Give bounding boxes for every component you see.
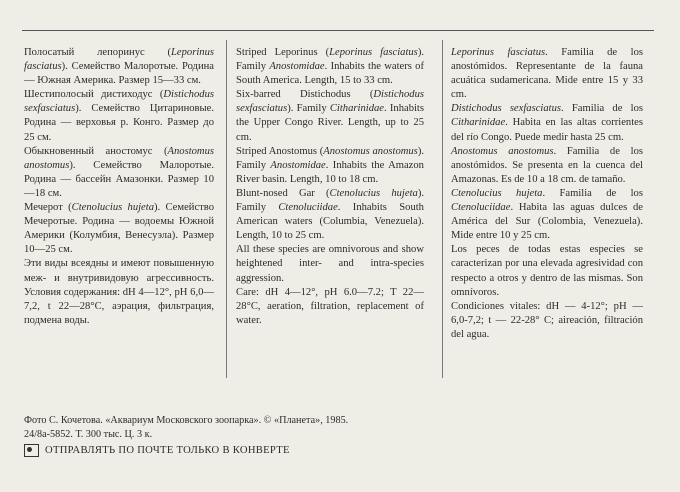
print-info: 24/8а-5852. Т. 300 тыс. Ц. 3 к. xyxy=(24,429,153,440)
en-species-3: Striped Anostomus (Anostomus anostomus). Family Anostomidae. Inhabits the Amazon River basin. Length, 10 to 18 cm. xyxy=(236,145,424,185)
en-species-2: Six-barred Distichodus (Distichodus sexfasciatus). Family Citharinidae. Inhabits the Upper Congo River. Length, up to 25 cm. xyxy=(236,89,424,143)
en-care-notes: Care: dH 4—12°, pH 6.0—7.2; T 22—28°C, aeration, filtration, replacement of water. xyxy=(236,286,424,326)
ru-species-2: Шестиполосый дистиходус (Distichodus sexfasciatus). Семейство Цитариновые. Родина — верховья р. Конго. Размер до 25 см. xyxy=(24,89,214,143)
spanish-column xyxy=(451,46,643,342)
english-column xyxy=(236,46,424,328)
en-species-1: Striped Leporinus (Leporinus fasciatus). Family Anostomidae. Inhabits the waters of South America. Length, 15 to 33 cm. xyxy=(236,47,424,87)
en-species-4: Blunt-nosed Gar (Ctenolucius hujeta). Family Ctenoluciidae. Inhabits South American waters (Columbia, Venezuela). Length, 10 to 25 cm. xyxy=(236,187,424,242)
es-species-3: Anostomus anostomus. Familia de los anostómidos. Se presenta en la cuenca del Amazonas. Es de 10 a 18 cm. de tamaño. xyxy=(451,145,643,185)
ru-care-notes: Эти виды всеядны и имеют повышенную меж- и внутривидовую агрессивность. Условия содержания: dH 4—12°, pH 6,0—7,2, t 22—28°С, аэрация, фильтрация, подмена воды. xyxy=(24,258,214,326)
es-care-notes: Condiciones vitales: dH — 4-12°; pH — 6,0-7,2; t — 22-28° C; aireación, filtración del agua. xyxy=(451,300,643,340)
ru-species-3: Обыкновенный аностомус (Anostomus anostomus). Семейство Малоротые. Родина — бассейн Амазонки. Размер 10—18 см. xyxy=(24,145,214,199)
ru-species-1: Полосатый лепоринус (Leporinus fasciatus). Семейство Малоротые. Родина — Южная Америка. Размер 15—33 см. xyxy=(24,47,214,87)
es-species-4: Ctenolucius hujeta. Familia de los Ctenoluciidae. Habita las aguas dulces de América del Sur (Colombia, Venezuela). Mide entre 10 y 25 cm. xyxy=(451,187,643,242)
russian-column xyxy=(24,46,214,328)
postal-notice xyxy=(24,444,290,457)
es-species-2: Distichodus sexfasciatus. Familia de los Citharinidae. Habita en las altas corrientes del río Congo. Puede medir hasta 25 cm. xyxy=(451,103,643,143)
postal-notice-text: ОТПРАВЛЯТЬ ПО ПОЧТЕ ТОЛЬКО В КОНВЕРТЕ xyxy=(45,445,290,456)
top-rule xyxy=(22,30,654,31)
es-species-1: Leporinus fasciatus. Familia de los anostómidos. Representante de la fauna acuática sudamericana. Mide entre 15 y 33 cm. xyxy=(451,47,643,101)
es-behavior-notes: Los peces de todas estas especies se caracterizan por una elevada agresividad con respecto a otros y dentro de las mismas. Son omnívoros. xyxy=(451,244,643,298)
en-behavior-notes: All these species are omnivorous and show heightened inter- and intra-species aggression. xyxy=(236,244,424,284)
photo-credit: Фото С. Кочетова. «Аквариум Московского зоопарка». © «Планета», 1985. xyxy=(24,415,349,426)
ru-species-4: Мечерот (Ctenolucius hujeta). Семейство Мечеротые. Родина — водоемы Южной Америки (Колумбия, Венесуэла). Размер 10—25 см. xyxy=(24,202,214,256)
postal-mark-icon xyxy=(24,444,39,457)
column-divider-left xyxy=(226,40,227,378)
column-divider-right xyxy=(442,40,443,378)
